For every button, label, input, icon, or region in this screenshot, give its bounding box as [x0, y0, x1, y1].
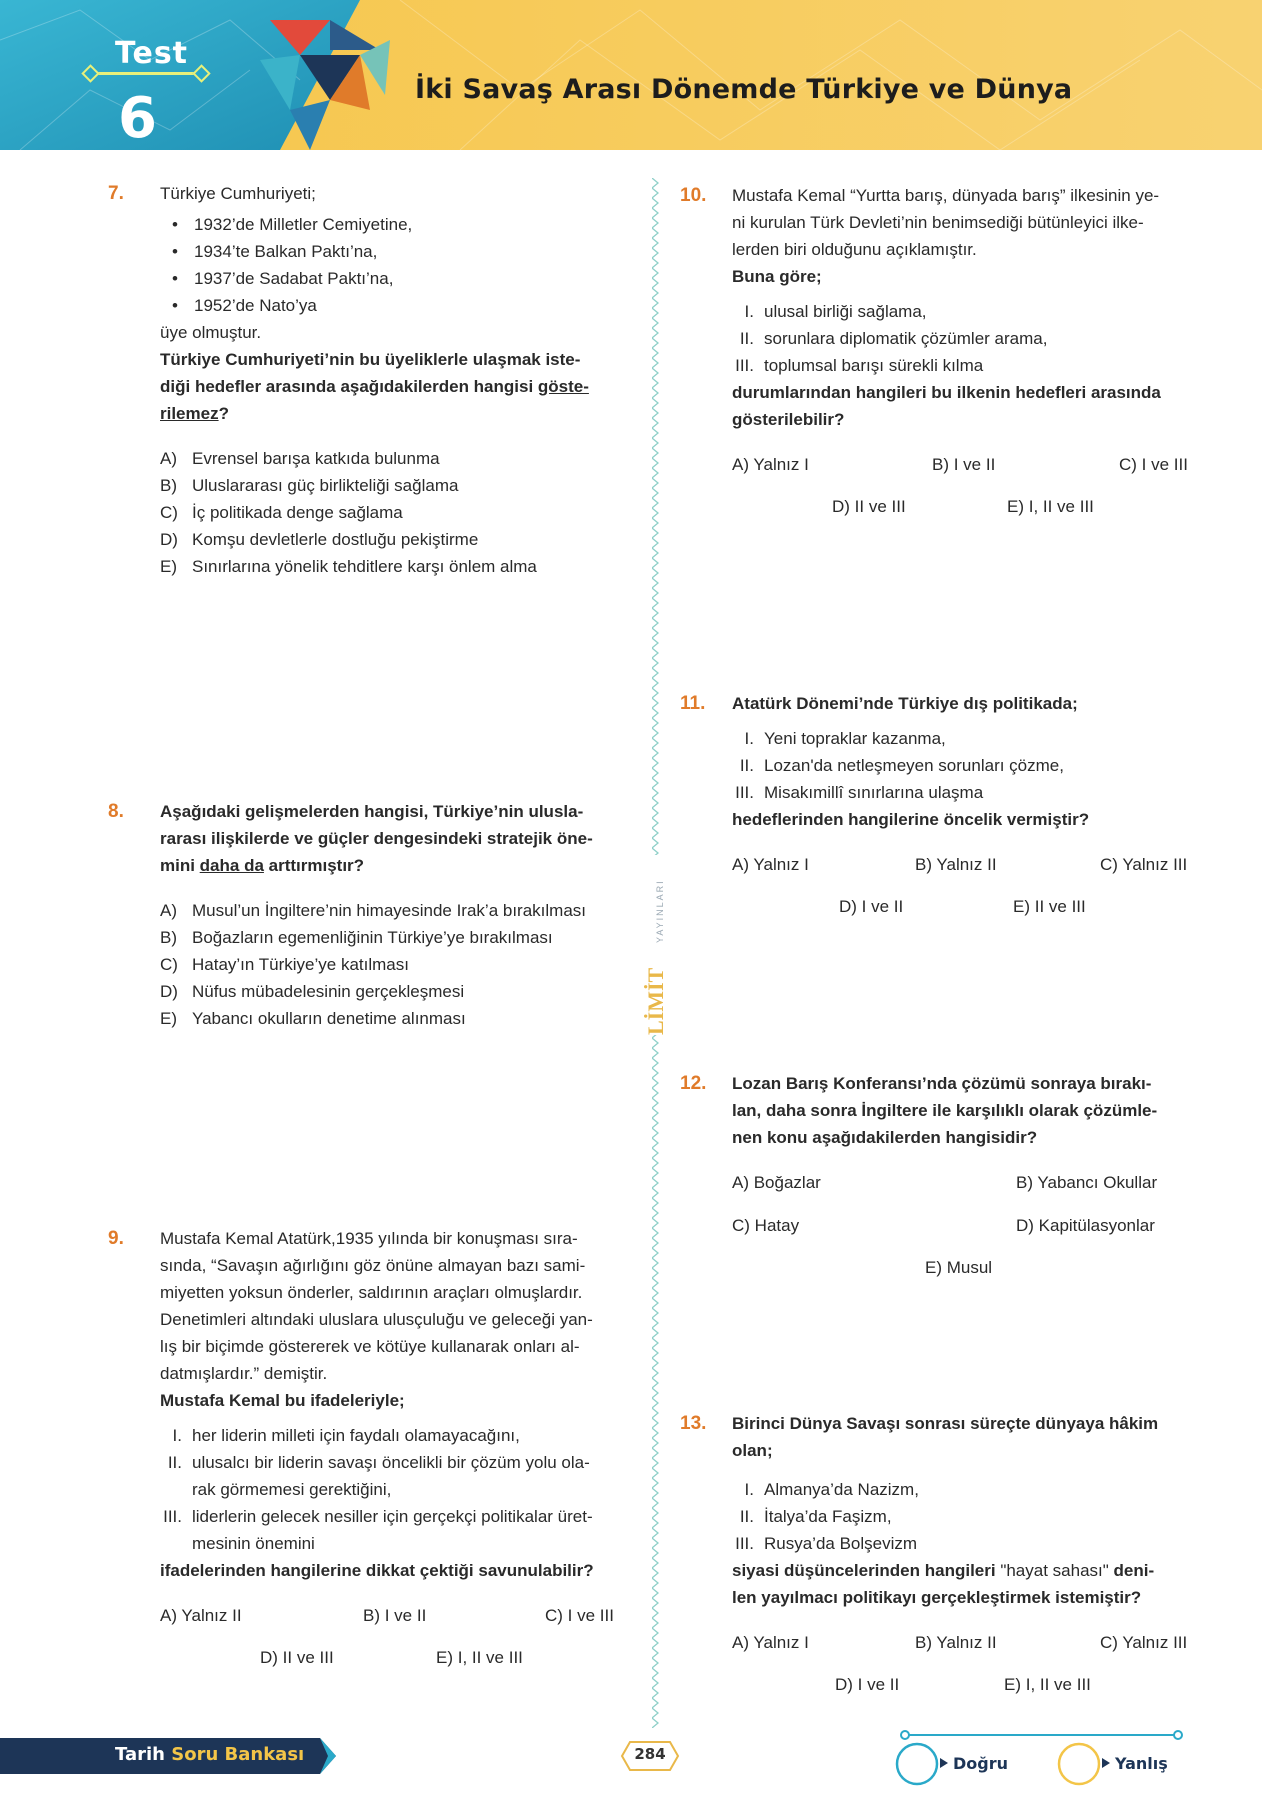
answer-option-d[interactable]: D) Komşu devletlerle dostluğu pekiştirme	[160, 530, 479, 549]
test-label: Test	[115, 36, 189, 71]
correct-count-box[interactable]	[893, 1738, 1043, 1788]
question-text: üye olmuştur.	[160, 323, 262, 342]
question-number: 12.	[680, 1073, 707, 1094]
wrong-count-box[interactable]	[1055, 1738, 1205, 1788]
list-item: • 1932’de Milletler Cemiyetine,	[170, 211, 618, 238]
test-number: 6	[118, 86, 157, 151]
answer-option-e[interactable]: E) I, II ve III	[1007, 497, 1094, 516]
answer-option-b[interactable]: B) I ve II	[932, 455, 996, 474]
correct-label: Doğru	[953, 1754, 1009, 1773]
answer-options	[732, 1169, 1190, 1279]
arrow-icon	[1102, 1758, 1110, 1768]
answer-option-c[interactable]: C) I ve III	[1119, 455, 1188, 474]
list-item: II. Lozan'da netleşmeyen sorunları çözme,	[739, 756, 1064, 775]
list-item: I. her liderin milleti için faydalı olamayacağını,	[172, 1426, 520, 1445]
list-item: • 1952’de Nato’ya	[170, 292, 618, 319]
question-8	[108, 798, 618, 1032]
list-item: I. ulusal birliği sağlama,	[744, 302, 927, 321]
list-item: I. Almanya’da Nazizm,	[744, 1480, 919, 1499]
question-stem: ifadelerinden hangilerine dikkat çektiği savunulabilir?	[160, 1561, 594, 1580]
question-11	[680, 690, 1190, 915]
answer-option-b[interactable]: B) Uluslararası güç birlikteliği sağlama	[160, 476, 459, 495]
answer-option-e[interactable]: E) II ve III	[1013, 897, 1086, 916]
wrong-label: Yanlış	[1115, 1754, 1168, 1773]
answer-option-c[interactable]: C) İç politikada denge sağlama	[160, 503, 403, 522]
answer-option-b[interactable]: B) I ve II	[363, 1606, 427, 1625]
answer-option-b[interactable]: B) Yalnız II	[915, 1633, 997, 1652]
list-item: II. sorunlara diplomatik çözümler arama,	[739, 329, 1048, 348]
question-10	[680, 182, 1190, 515]
question-stem: durumlarından hangileri bu ilkenin hedefleri arasında gösterilebilir?	[732, 383, 1161, 429]
answer-option-c[interactable]: C) I ve III	[545, 1606, 614, 1625]
answer-option-b[interactable]: B) Boğazların egemenliğinin Türkiye’ye bırakılması	[160, 928, 553, 947]
roman-list	[732, 298, 1190, 379]
question-number: 10.	[680, 185, 707, 206]
list-item: III. Rusya’da Bolşevizm	[735, 1534, 918, 1553]
brand-sub: YAYINLARI	[655, 879, 665, 943]
answer-option-c[interactable]: C) Hatay’ın Türkiye’ye katılması	[160, 955, 409, 974]
question-13	[680, 1410, 1190, 1693]
answer-options	[732, 451, 1190, 515]
question-9	[108, 1225, 618, 1666]
list-item: II. İtalya’da Faşizm,	[739, 1507, 892, 1526]
roman-list	[732, 725, 1190, 806]
answer-option-c[interactable]: C) Hatay	[732, 1216, 800, 1235]
answer-options	[160, 897, 618, 1032]
question-stem: siyasi düşüncelerinden hangileri "hayat sahası" deni- len yayılmacı politikayı gerçekleştirmek istemiştir?	[732, 1561, 1155, 1607]
answer-option-c[interactable]: C) Yalnız III	[1100, 1633, 1188, 1652]
answer-option-a[interactable]: A) Boğazlar	[732, 1173, 821, 1192]
list-item: I. Yeni topraklar kazanma,	[744, 729, 946, 748]
question-intro: Türkiye Cumhuriyeti;	[160, 184, 316, 203]
question-lead: Mustafa Kemal bu ifadeleriyle;	[160, 1391, 405, 1410]
question-number: 11.	[680, 693, 706, 714]
answer-option-b[interactable]: B) Yabancı Okullar	[1016, 1173, 1158, 1192]
question-number: 8.	[108, 801, 124, 822]
answer-options	[160, 1602, 618, 1666]
page-header	[0, 0, 1262, 150]
list-item: III. toplumsal barışı sürekli kılma	[735, 356, 984, 375]
question-stem: hedeflerinden hangilerine öncelik vermiştir?	[732, 810, 1090, 829]
arrow-icon	[940, 1758, 948, 1768]
publisher-brand	[643, 855, 668, 1035]
answer-options	[160, 445, 618, 580]
answer-option-d[interactable]: D) II ve III	[832, 497, 906, 516]
question-text: Mustafa Kemal “Yurtta barış, dünyada barış” ilkesinin ye- ni kurulan Türk Devleti’nin benimsediği bütünleyici ilke- lerden biri olduğunu açıklamıştır.	[732, 186, 1160, 259]
question-lead: Birinci Dünya Savaşı sonrası süreçte dünyaya hâkim olan;	[732, 1414, 1159, 1460]
list-item: III. Misakımillî sınırlarına ulaşma	[735, 783, 984, 802]
question-stem: Aşağıdaki gelişmelerden hangisi, Türkiye’nin ulusla- rarası ilişkilerde ve güçler dengesindeki stratejik öne- mini daha da arttırmıştır?	[160, 802, 593, 875]
answer-option-d[interactable]: D) Nüfus mübadelesinin gerçekleşmesi	[160, 982, 465, 1001]
list-item: • 1937’de Sadabat Paktı’na,	[170, 265, 618, 292]
answer-option-a[interactable]: A) Yalnız II	[160, 1606, 242, 1625]
answer-option-e[interactable]: E) I, II ve III	[1004, 1675, 1091, 1694]
list-item: • 1934’te Balkan Paktı’na,	[170, 238, 618, 265]
book-type: Soru Bankası	[171, 1744, 305, 1765]
answer-option-b[interactable]: B) Yalnız II	[915, 855, 997, 874]
question-text: Mustafa Kemal Atatürk,1935 yılında bir konuşması sıra- sında, “Savaşın ağırlığını göz önüne almayan bazı sami- miyetten yoksun önderler, saldırının araçları olmuşlardır. Denetimleri altındaki uluslara ulusçuluğu ve geleceği yan- lış bir biçimde göstererek ve kötüye kullanarak onları al- datmışlardır.” demiştir.	[160, 1229, 593, 1383]
page-title: İki Savaş Arası Dönemde Türkiye ve Dünya	[415, 74, 1073, 105]
answer-option-a[interactable]: A) Yalnız I	[732, 1633, 809, 1652]
question-lead: Atatürk Dönemi’nde Türkiye dış politikada;	[732, 694, 1078, 713]
footer-book-title	[0, 1738, 340, 1774]
answer-option-d[interactable]: D) I ve II	[839, 897, 904, 916]
test-label-divider	[92, 72, 200, 75]
roman-list	[160, 1422, 618, 1557]
list-item: II. ulusalcı bir liderin savaşı öncelikli bir çözüm yolu ola- rak görmemesi gerektiğini,	[167, 1453, 590, 1499]
bullet-list	[170, 211, 618, 319]
brand-name: LİMİT	[643, 967, 668, 1035]
answer-option-d[interactable]: D) I ve II	[835, 1675, 900, 1694]
answer-option-e[interactable]: E) Yabancı okulların denetime alınması	[160, 1009, 466, 1028]
question-lead: Buna göre;	[732, 267, 822, 286]
question-number: 7.	[108, 183, 124, 204]
answer-option-d[interactable]: D) Kapitülasyonlar	[1016, 1216, 1155, 1235]
question-stem: Lozan Barış Konferansı’nda çözümü sonraya bırakı- lan, daha sonra İngiltere ile karşılıklı olarak çözümle- nen konu aşağıdakilerden hangisidir?	[732, 1074, 1158, 1147]
roman-list	[732, 1476, 1190, 1557]
list-item: III. liderlerin gelecek nesiller için gerçekçi politikalar üret- mesinin önemini	[163, 1507, 593, 1553]
answer-option-a[interactable]: A) Musul’un İngiltere’nin himayesinde Irak’a bırakılması	[160, 901, 587, 920]
question-12	[680, 1070, 1190, 1279]
book-subject: Tarih	[115, 1744, 172, 1765]
question-number: 13.	[680, 1413, 707, 1434]
answer-option-e[interactable]: E) Musul	[925, 1258, 993, 1277]
answer-option-d[interactable]: D) II ve III	[260, 1648, 334, 1667]
answer-options	[732, 1629, 1190, 1693]
question-number: 9.	[108, 1228, 124, 1249]
answer-option-e[interactable]: E) I, II ve III	[436, 1648, 523, 1667]
answer-option-a[interactable]: A) Evrensel barışa katkıda bulunma	[160, 449, 440, 468]
question-7	[108, 180, 618, 580]
answer-option-e[interactable]: E) Sınırlarına yönelik tehditlere karşı önlem alma	[160, 557, 537, 576]
answer-option-a[interactable]: A) Yalnız I	[732, 455, 809, 474]
answer-option-a[interactable]: A) Yalnız I	[732, 855, 809, 874]
answer-options	[732, 851, 1190, 915]
page-number: 284	[620, 1740, 680, 1772]
question-stem: Türkiye Cumhuriyeti’nin bu üyeliklerle ulaşmak iste- diği hedefler arasında aşağıdakilerden hangisi göste- rilemez?	[160, 350, 589, 423]
answer-option-c[interactable]: C) Yalnız III	[1100, 855, 1188, 874]
